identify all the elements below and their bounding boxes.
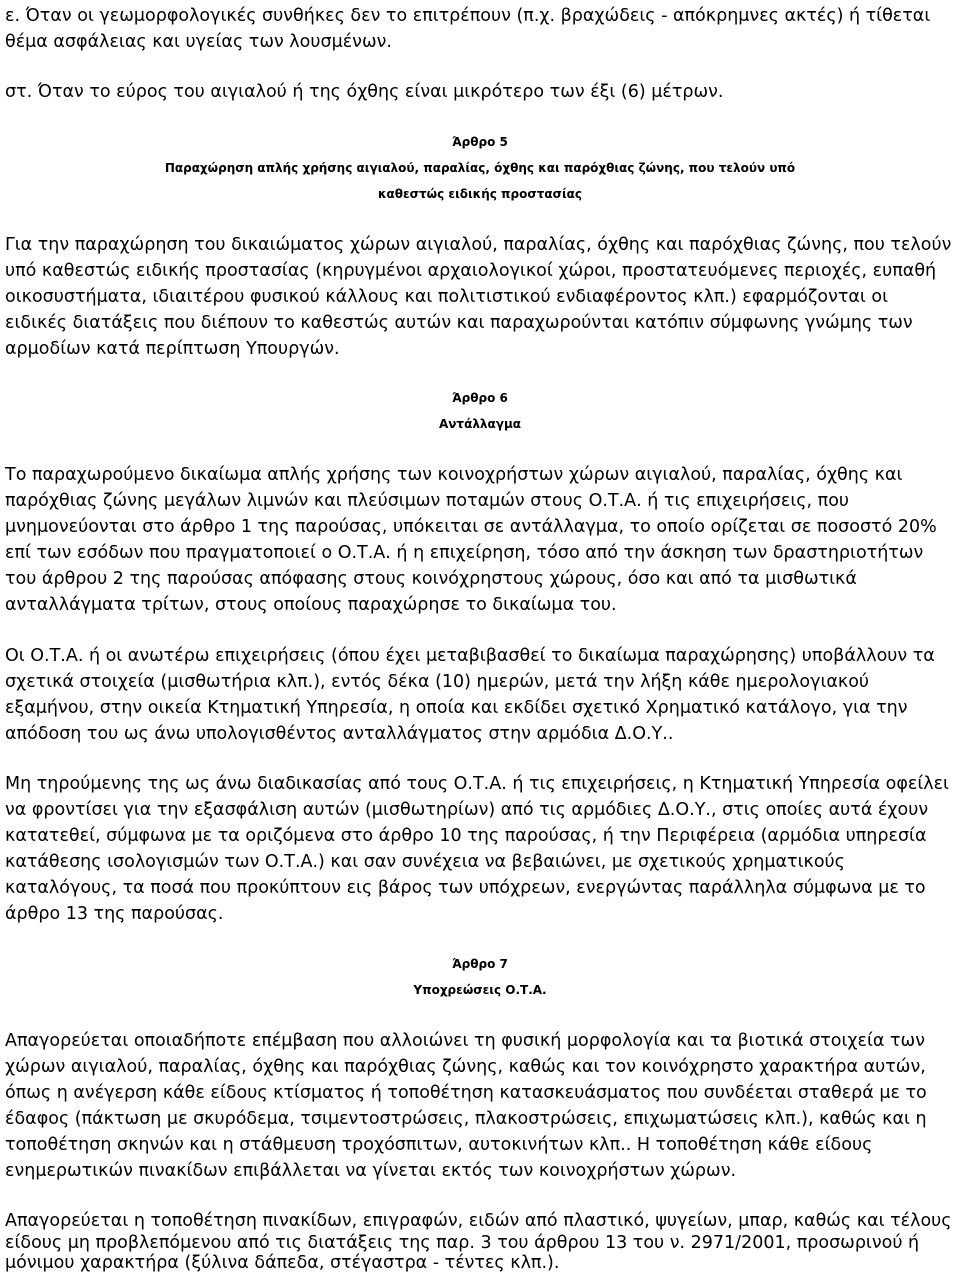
intro-item-e-line-1: ε. Όταν οι γεωμορφολογικές συνθήκες δεν το επιτρέπουν (π.χ. βραχώδεις - απόκρημνες ακτές) ή τίθεται (5, 6, 931, 26)
article-6-para-2-line: σχετικά στοιχεία (μισθωτήρια κλπ.), εντός δέκα (10) ημερών, μετά την λήξη κάθε ημερολογιακού (5, 672, 870, 692)
article-6-para-2-line: Οι Ο.Τ.Α. ή οι ανωτέρω επιχειρήσεις (όπου έχει μεταβιβασθεί το δικαίωμα παραχώρησης) υποβάλλουν τα (5, 646, 935, 666)
article-7-para-1-line: τοποθέτηση σκηνών και η στάθμευση τροχόσπιτων, αυτοκινήτων κλπ.. Η τοποθέτηση κάθε είδους (5, 1135, 873, 1155)
article-7-para-1-line: Απαγορεύεται οποιαδήποτε επέμβαση που αλλοιώνει τη φυσική μορφολογία και τα βιοτικά στοιχεία των (5, 1031, 925, 1051)
article-7-para-1-line: ενημερωτικών πινακίδων επιβάλλεται να γίνεται εκτός των κοινοχρήστων χώρων. (5, 1161, 737, 1181)
article-7-para-2-line: Απαγορεύεται η τοποθέτηση πινακίδων, επιγραφών, ειδών από πλαστικό, ψυγείων, μπαρ, καθώς και τέλους (5, 1211, 952, 1231)
article-5-title-line-1: Παραχώρηση απλής χρήσης αιγιαλού, παραλίας, όχθης και παρόχθιας ζώνης, που τελούν υπό (164, 161, 796, 175)
article-6-para-2-line: απόδοση του ως άνω υπολογισθέντος ανταλλάγματος στην αρμόδια Δ.Ο.Υ.. (5, 724, 674, 744)
article-6-para-1-line: Το παραχωρούμενο δικαίωμα απλής χρήσης των κοινοχρήστων χώρων αιγιαλού, παραλίας, όχθης και (5, 465, 903, 485)
intro-item-st: στ. Όταν το εύρος του αιγιαλού ή της όχθης είναι μικρότερο των έξι (6) μέτρων. (5, 82, 724, 102)
article-5-body-line: αρμοδίων κατά περίπτωση Υπουργών. (5, 339, 340, 359)
article-5-body-line: υπό καθεστώς ειδικής προστασίας (κηρυγμένοι αρχαιολογικοί χώροι, προστατευόμενες περιοχές, ευπαθή (5, 261, 937, 281)
article-7-para-1-line: όπως η ανέγερση κάθε είδους κτίσματος ή τοποθέτηση κατασκευάσματος που συνδέεται σταθερά με το (5, 1083, 927, 1103)
article-5-title-line-2: καθεστώς ειδικής προστασίας (377, 187, 582, 201)
article-6-para-3-line: να φροντίσει για την εξασφάλιση αυτών (μισθωτηρίων) από τις αρμόδιες Δ.Ο.Υ., στις οποίες αυτά έχουν (5, 800, 929, 820)
article-6-para-1-line: μνημονεύονται στο άρθρο 1 της παρούσας, υπόκειται σε αντάλλαγμα, το οποίο ορίζεται σε ποσοστό 20% (5, 517, 937, 537)
article-7-para-1-line: έδαφος (πάκτωση με σκυρόδεμα, τσιμεντοστρώσεις, πλακοστρώσεις, επιχωματώσεις κλπ.), καθώς και η (5, 1109, 927, 1129)
article-6-para-3-line: Μη τηρούμενης της ως άνω διαδικασίας από τους Ο.Τ.Α. ή τις επιχειρήσεις, η Κτηματική Υπηρεσία οφείλει (5, 774, 949, 794)
article-6-para-3-line: κατατεθεί, σύμφωνα με τα οριζόμενα στο άρθρο 10 της παρούσας, ή την Περιφέρεια (αρμόδια υπηρεσία (5, 826, 927, 846)
article-7-number: Άρθρο 7 (452, 957, 508, 971)
article-5-number: Άρθρο 5 (452, 135, 508, 149)
article-6-para-1-line: επί των εσόδων που πραγματοποιεί ο Ο.Τ.Α. ή η επιχείρηση, τόσο από την άσκηση των δραστηριοτήτων (5, 543, 924, 563)
article-7-title: Υποχρεώσεις Ο.Τ.Α. (413, 983, 547, 997)
article-6-para-2-line: εξαμήνου, στην οικεία Κτηματική Υπηρεσία, η οποία και εκδίδει σχετικό Χρηματικό κατάλογο, για την (5, 698, 908, 718)
article-7-para-2-line: μόνιμου χαρακτήρα (ξύλινα δάπεδα, στέγαστρα - τέντες κλπ.). (5, 1253, 560, 1273)
article-5-body-line: ειδικές διατάξεις που διέπουν το καθεστώς αυτών και παραχωρούνται κατόπιν σύμφωνης γνώμης των (5, 313, 913, 333)
article-6-para-3-line: καταλόγους, τα ποσά που προκύπτουν εις βάρος των υπόχρεων, ενεργώντας παράλληλα σύμφωνα με το (5, 878, 926, 898)
article-6-para-1-line: ανταλλάγματα τρίτων, στους οποίους παραχώρησε το δικαίωμα του. (5, 595, 617, 615)
article-6-para-3-line: κατάθεσης ισολογισμών των Ο.Τ.Α.) και σαν συνέχεια να βεβαιώνει, με σχετικούς χρηματικούς (5, 852, 845, 872)
article-6-number: Άρθρο 6 (452, 391, 508, 405)
article-6-para-1-line: παρόχθιας ζώνης μεγάλων λιμνών και πλεύσιμων ποταμών στους Ο.Τ.Α. ή τις επιχειρήσεις, που (5, 491, 850, 511)
article-5-body-line: Για την παραχώρηση του δικαιώματος χώρων αιγιαλού, παραλίας, όχθης και παρόχθιας ζώνης, που τελούν (5, 235, 952, 255)
article-7-para-1-line: χώρων αιγιαλού, παραλίας, όχθης και παρόχθιας ζώνης, καθώς και τον κοινόχρηστο χαρακτήρα αυτών, (5, 1057, 926, 1077)
article-5-body-line: οικοσυστήματα, ιδιαιτέρου φυσικού κάλλους και πολιτιστικού ενδιαφέροντος κλπ.) εφαρμόζονται οι (5, 287, 889, 307)
intro-item-e-line-2: θέμα ασφάλειας και υγείας των λουσμένων. (5, 32, 392, 52)
article-7-para-2-line: είδους μη προβλεπόμενου από τις διατάξεις της παρ. 3 του άρθρου 13 του ν. 2971/2001, προσωρινού ή (5, 1233, 920, 1253)
article-6-title: Αντάλλαγμα (438, 417, 522, 431)
article-6-para-1-line: του άρθρου 2 της παρούσας απόφασης στους κοινόχρηστους χώρους, όσο και από τα μισθωτικά (5, 569, 857, 589)
article-6-para-3-line: άρθρο 13 της παρούσας. (5, 904, 224, 924)
